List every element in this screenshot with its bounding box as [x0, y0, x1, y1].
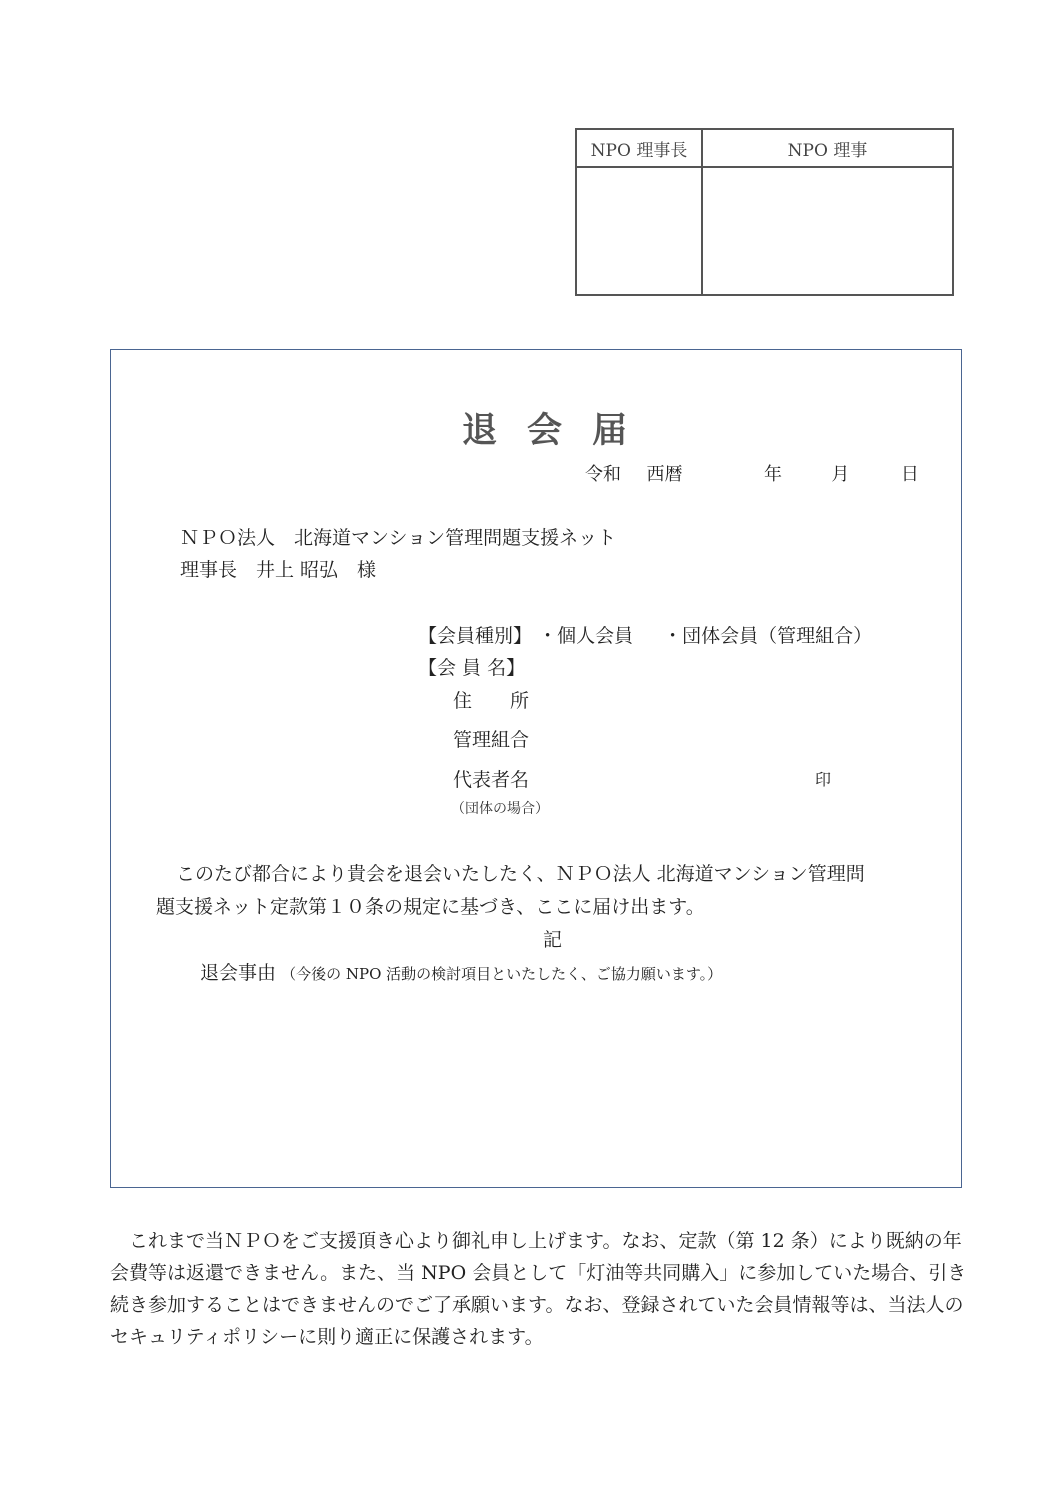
month-label: 月 [831, 464, 850, 485]
member-type-label: 【会員種別】 [418, 625, 533, 647]
representative-label: 代表者名 [453, 769, 530, 791]
representative-note: （団体の場合） [451, 801, 549, 817]
director-stamp-cell[interactable] [702, 167, 953, 295]
member-type-row [418, 621, 872, 648]
date-line [585, 460, 919, 486]
option-group[interactable]: ・団体会員（管理組合） [663, 625, 873, 647]
representative-field[interactable] [560, 763, 810, 789]
day-label: 日 [900, 464, 919, 485]
association-field[interactable] [560, 723, 900, 749]
header-director: NPO 理事 [702, 129, 953, 167]
statement-line-1: このたび都合により貴会を退会いたしたく、ＮＰＯ法人 北海道マンション管理問 [176, 863, 865, 885]
reason-row [200, 958, 722, 985]
chairman-stamp-cell[interactable] [576, 167, 702, 295]
seal-mark: 印 [815, 770, 832, 789]
addressee-organization: ＮＰＯ法人 北海道マンション管理問題支援ネット [180, 527, 617, 549]
option-individual[interactable]: ・個人会員 [538, 625, 634, 647]
approval-stamp-table [575, 128, 954, 296]
form-title: 退会届 [462, 410, 658, 451]
association-label: 管理組合 [453, 729, 530, 751]
western-label: 西暦 [646, 464, 683, 485]
reason-note: （今後の NPO 活動の検討項目といたしたく、ご協力願います。） [281, 965, 723, 983]
ki-heading: 記 [543, 929, 563, 951]
header-chairman: NPO 理事長 [576, 129, 702, 167]
address-field[interactable] [560, 684, 900, 710]
era-label: 令和 [585, 464, 621, 485]
statement-line-2: 題支援ネット定款第１０条の規定に基づき、ここに届け出ます。 [156, 896, 705, 918]
reason-field[interactable] [200, 995, 930, 1165]
footer-notice: これまで当ＮＰＯをご支援頂き心より御礼申し上げます。なお、定款（第 12 条）により既納の年会費等は返還できません。また、当 NPO 会員として「灯油等共同購入」に参加していた場合、引き続き参加することはできませんのでご了承願います。なお、登録されていた会員情報等は、当法人のセキュリティポリシーに則り適正に保護されます。 [110, 1230, 967, 1348]
member-name-label: 【会 員 名】 [418, 657, 526, 679]
year-label: 年 [763, 464, 782, 485]
address-label: 住 所 [453, 690, 530, 712]
addressee-recipient: 理事長 井上 昭弘 様 [180, 559, 377, 581]
reason-label: 退会事由 [200, 962, 277, 984]
